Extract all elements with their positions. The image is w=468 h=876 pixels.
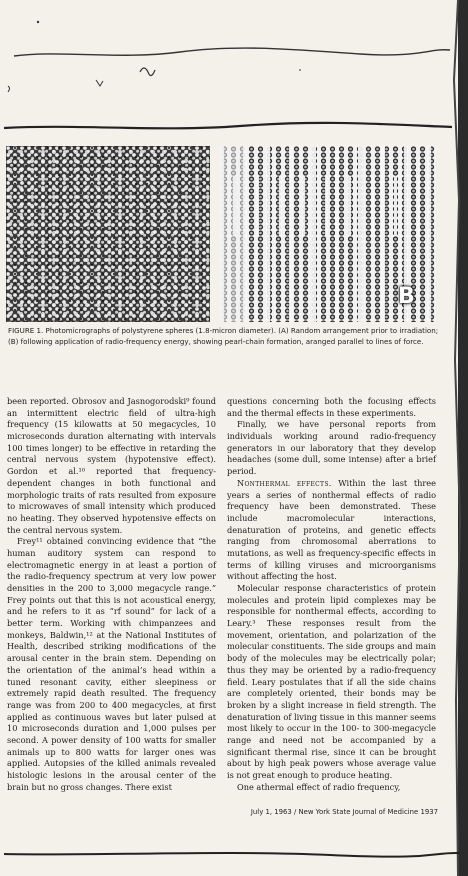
photomicrograph-random-spheres bbox=[6, 146, 210, 322]
page-edge-shadow bbox=[452, 0, 468, 876]
paragraph: questions concerning both the focusing effects and the thermal effects in these experiments. bbox=[227, 396, 436, 418]
bottom-marks bbox=[0, 840, 468, 876]
paragraph: Frey¹¹ obtained convincing evidence that “the human auditory system can respond to electromagnetic energy in at least a portion of the radio-frequency spectrum at very low power densities in the 200 to 3,000 megacycle range.” Frey points out that this is not acoustical energy, and he refers to it as “rf sound” for lack of a better term. Working with chimpanzees and monkeys, Baldwin,¹² at the National Institutes of Health, described striking modifications of the arousal center in the brain stem. Depending on the orientation of the animal’s head within a tuned resonant cavity, either sleepiness or extremely rapid death resulted. The frequency range was from 200 to 400 megacycles, at first applied as continuous waves but later pulsed at 10 microseconds duration and 1,000 pulses per second. A power density of 100 watts for smaller animals up to 800 watts for larger ones was applied. Autopsies of the killed animals revealed histologic lesions in the arousal center of the brain but no gross changes. There exist bbox=[7, 536, 216, 792]
page-footer: July 1, 1963 / New York State Journal of Medicine 1937 bbox=[250, 808, 438, 816]
handwritten-marks bbox=[0, 0, 468, 140]
paragraph-nonthermal bbox=[227, 478, 436, 583]
paragraph-body: Within the last three years a series of nonthermal effects of radio frequency have been demonstrated. These include macromolecular interactions, denaturation of proteins, and genetic effects ranging from chromosomal aberrations to mutations, as well as frequency-specific effects in terms of killing viruses and microorganisms without affecting the host. bbox=[227, 477, 437, 582]
figure-caption: FIGURE 1. Photomicrographs of polystyrene spheres (1.8-micron diameter). (A) Random arrangement prior to irradiation; (B) following application of radio-frequency energy, showing pearl-chain formation, aranged parallel to lines of force. bbox=[8, 326, 439, 346]
panel-b-label: B bbox=[398, 284, 415, 309]
paragraph: Finally, we have personal reports from individuals working around radio-frequency generators in our laboratory that they develop headaches (some dull, some intense) after a brief period. bbox=[227, 419, 436, 477]
section-heading: Nonthermal effects. bbox=[237, 477, 332, 488]
paragraph: been reported. Obrosov and Jasnogorodski⁹ found an intermittent electric field of ultra-high frequency (15 kilowatts at 50 megacycles, 10 microseconds duration alternating with intervals 100 times longer) to be effective in retarding the central nervous system (hypotensive effect). Gordon et al.¹⁰ reported that frequency-dependent changes in both functional and morphologic traits of rats resulted from exposure to microwaves of small intensity which produced no heating. They observed hypotensive effects on the central nervous system. bbox=[7, 396, 216, 535]
left-column bbox=[7, 396, 216, 793]
paragraph: Molecular response characteristics of protein molecules and protein lipid complexes may be responsible for nonthermal effects, according to Leary.³ These responses result from the movement, orientation, and polarization of the molecular constituents. The side groups and main body of the molecules may be electrically polar; thus they may be oriented by a radio-frequency field. Leary postulates that if all the side chains are completely oriented, their bonds may be broken by a slight increase in field strength. The denaturation of living tissue in this manner seems most likely to occur in the 100- to 300-megacycle range and need not be accompanied by a significant thermal rise, since it can be brought about by high peak powers whose average value is not great enough to produce heating. bbox=[227, 583, 436, 780]
paragraph: One athermal effect of radio frequency, bbox=[237, 781, 401, 792]
right-column bbox=[227, 396, 436, 793]
